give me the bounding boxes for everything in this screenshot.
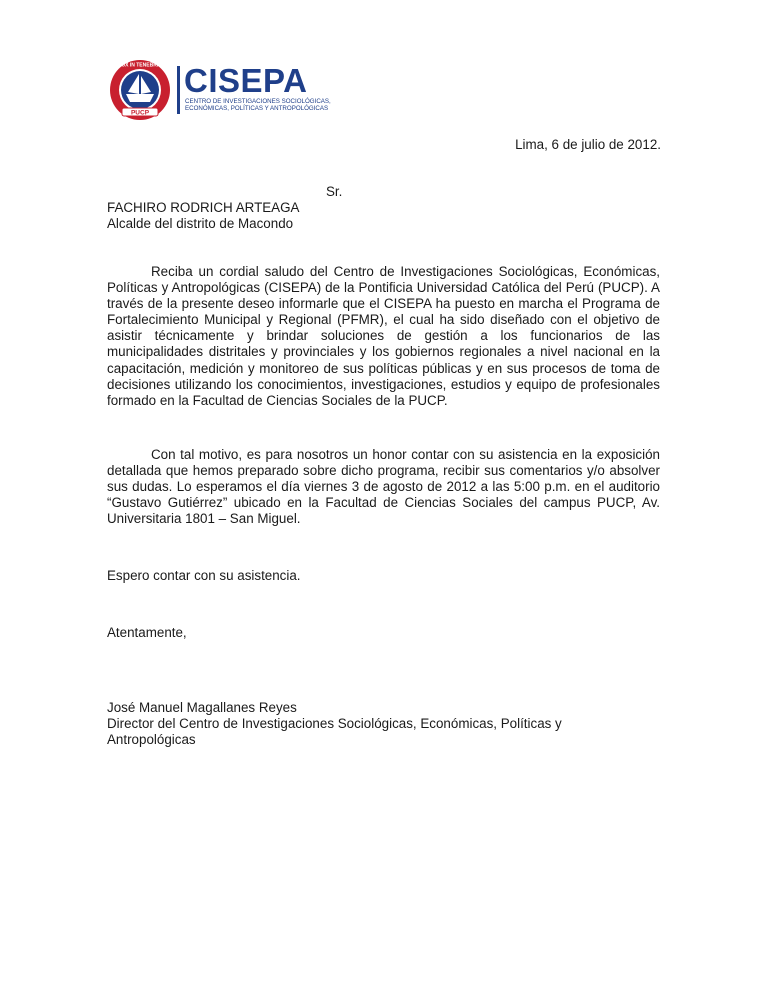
svg-text:PUCP: PUCP [130, 109, 150, 117]
logo-subtitle-line-2: ECONÓMICAS, POLÍTICAS Y ANTROPOLÓGICAS [185, 104, 329, 112]
body-paragraph-1: Reciba un cordial saludo del Centro de Investigaciones Sociológicas, Económicas, Políticas y Antropológicas (CISEPA) de la Pontificia Universidad Católica del Perú (PUCP). A través de la presente deseo informarle que el CISEPA ha puesto en marcha el Programa de Fortalecimiento Municipal y Regional (PFMR), el cual ha sido diseñado con el objetivo de asistir técnicamente y brindar soluciones de gestión a los funcionarios de las municipalidades distritales y provinciales y los gobiernos regionales a nivel nacional en la capacitación, medición y monitoreo de sus políticas públicas y en sus procesos de toma de decisiones utilizando los conocimientos, investigaciones, estudios y equipo de profesionales formado en la Facultad de Ciencias Sociales de la PUCP. [107, 264, 660, 408]
recipient-title: Alcalde del distrito de Macondo [107, 216, 294, 232]
signer-title-line-1: Director del Centro de Investigaciones Sociológicas, Económicas, Políticas y [107, 716, 562, 732]
pucp-seal-icon [108, 58, 172, 122]
sign-off: Atentamente, [107, 625, 187, 640]
logo-title: CISEPA [184, 62, 308, 99]
logo-subtitle [185, 99, 331, 112]
salutation: Sr. [326, 184, 343, 199]
recipient-name: FACHIRO RODRICH ARTEAGA [107, 200, 300, 215]
logo-subtitle-line-1: CENTRO DE INVESTIGACIONES SOCIOLÓGICAS, [185, 98, 331, 105]
signature-block [107, 700, 562, 748]
body-paragraph-2: Con tal motivo, es para nosotros un honor contar con su asistencia en la exposición detallada que hemos preparado sobre dicho programa, recibir sus comentarios y/o absolver sus dudas. Lo esperamos el día viernes 3 de agosto de 2012 a las 5:00 p.m. en el auditorio “Gustavo Gutiérrez” ubicado en la Facultad de Ciencias Sociales del campus PUCP, Av. Universitaria 1801 – San Miguel. [107, 447, 660, 527]
letter-date: Lima, 6 de julio de 2012. [515, 137, 661, 152]
logo-divider [177, 66, 180, 114]
svg-text:LUX IN TENEBRIS: LUX IN TENEBRIS [118, 62, 162, 69]
closing-line: Espero contar con su asistencia. [107, 568, 301, 583]
cisepa-logo [108, 58, 331, 122]
signer-name: José Manuel Magallanes Reyes [107, 700, 297, 715]
signer-title-line-2: Antropológicas [107, 732, 196, 748]
recipient-block [107, 200, 299, 232]
